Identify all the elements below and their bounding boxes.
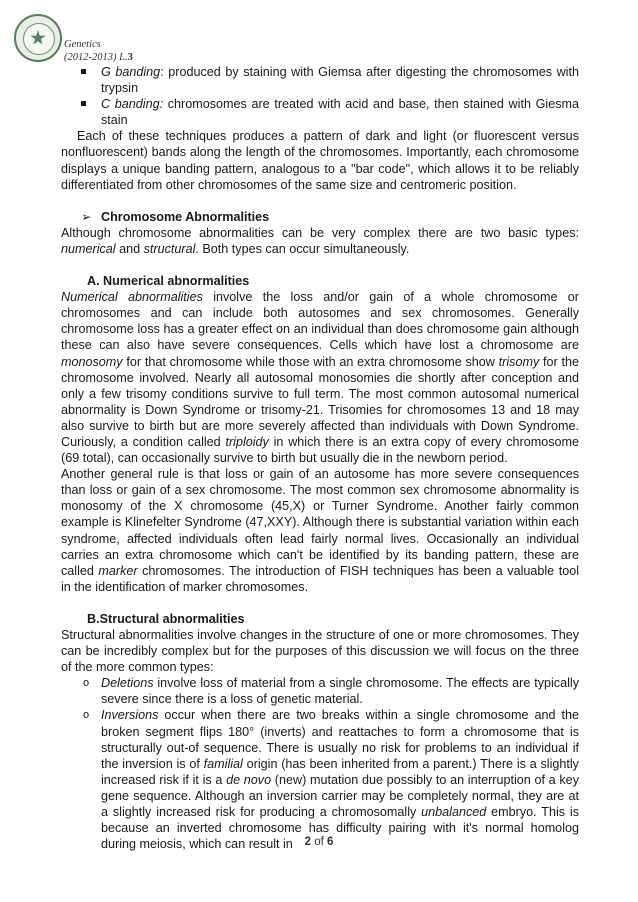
circle-bullet-icon: o [83, 677, 90, 690]
list-item-deletions: o Deletions involve loss of material from a single chromosome. The effects are typically severe since there is a loss of genetic material. [83, 676, 579, 707]
numerical-paragraph-2: Another general rule is that loss or gain of an autosome has more severe consequences than loss or gain of a sex chromosome. The most common sex chromosome abnormality is monosomy of the X chromosome (45,X) or Turner Syndrome. Another fairly common example is Klinefelter Syndrome (47,XXY). Although there is substantial variation within each syndrome, affected individuals often lead fairly normal lives. Occasionally an individual carries an extra chromosome which can't be identified by its banding pattern, these are called marker chromosomes. The introduction of FISH techniques has been a valuable tool in the identification of marker chromosomes. [61, 467, 579, 594]
structural-intro: Structural abnormalities involve changes in the structure of one or more chromosomes. They can be incredibly complex but for the purposes of this discussion we will focus on the three of the more common types: [61, 628, 579, 675]
running-header [64, 38, 133, 64]
square-bullet-icon [81, 101, 86, 106]
header-subject: Genetics [64, 39, 101, 50]
list-item-c-banding: C banding: chromosomes are treated with acid and base, then stained with Giesma stain [61, 96, 579, 128]
page-number: 2 of 6 [304, 836, 334, 848]
list-item-g-banding: G banding: produced by staining with Giemsa after digesting the chromosomes with trypsin [61, 64, 579, 96]
numerical-paragraph-1: Numerical abnormalities involve the loss and/or gain of a whole chromosome or chromosomes and can include both autosomes and sex chromosomes. Generally chromosome loss has a greater effect on an individual than does chromosome gain although these can also have severe consequences. Cells which have lost a chromosome are monosomy for that chromosome while those with an extra chromosome show trisomy for the chromosome involved. Nearly all autosomal monosomies die shortly after conception and only a few trisomy conditions survive to full term. The most common autosomal numerical abnormality is Down Syndrome or trisomy-21. Trisomies for chromosomes 13 and 18 may also survive to birth but are more severely affected than individuals with Down Syndrome. Curiously, a condition called triploidy in which there is an extra copy of every chromosome (69 total), can occasionally survive to birth but usually die in the newborn period. [61, 290, 580, 466]
university-seal-logo [14, 14, 62, 62]
page-body [61, 64, 579, 852]
subheading-numerical: A. Numerical abnormalities [87, 274, 250, 289]
banding-paragraph: Each of these techniques produces a pattern of dark and light (or fluorescent versus nonfluorescent) bands along the length of the chromosomes. Importantly, each chromosome displays a unique banding pattern, analogous to a "bar code", which allows it to be reliably differentiated from other chromosomes of the same size and centromeric position. [61, 129, 579, 192]
section-heading-chromosome-abnormalities: ➢ Chromosome Abnormalities [81, 209, 270, 224]
square-bullet-icon [81, 69, 86, 74]
circle-bullet-icon: o [83, 709, 90, 722]
subheading-structural: B.Structural abnormalities [87, 611, 245, 626]
header-year: (2012-2013) L.3 [64, 52, 133, 63]
arrow-bullet-icon: ➢ [81, 209, 92, 224]
list-item-inversions: o Inversions occur when there are two breaks within a single chromosome and the broken segment flips 180° (inverts) and reattaches to form a chromosome that is structurally out-of sequence. There is usually no risk for problems to an individual if the inversion is of familial origin (has been inherited from a parent.) There is a slightly increased risk if it is a de novo (new) mutation due possibly to an interruption of a key gene sequence. Although an inversion carrier may be completely normal, they are at a slightly increased risk for producing a chromosomally unbalanced embryo. This is because an inverted chromosome has difficulty pairing with it's normal homolog during meiosis, which can result in [83, 708, 579, 852]
abnormalities-intro: Although chromosome abnormalities can be very complex there are two basic types: numerical and structural. Both types can occur simultaneously. [61, 225, 579, 256]
